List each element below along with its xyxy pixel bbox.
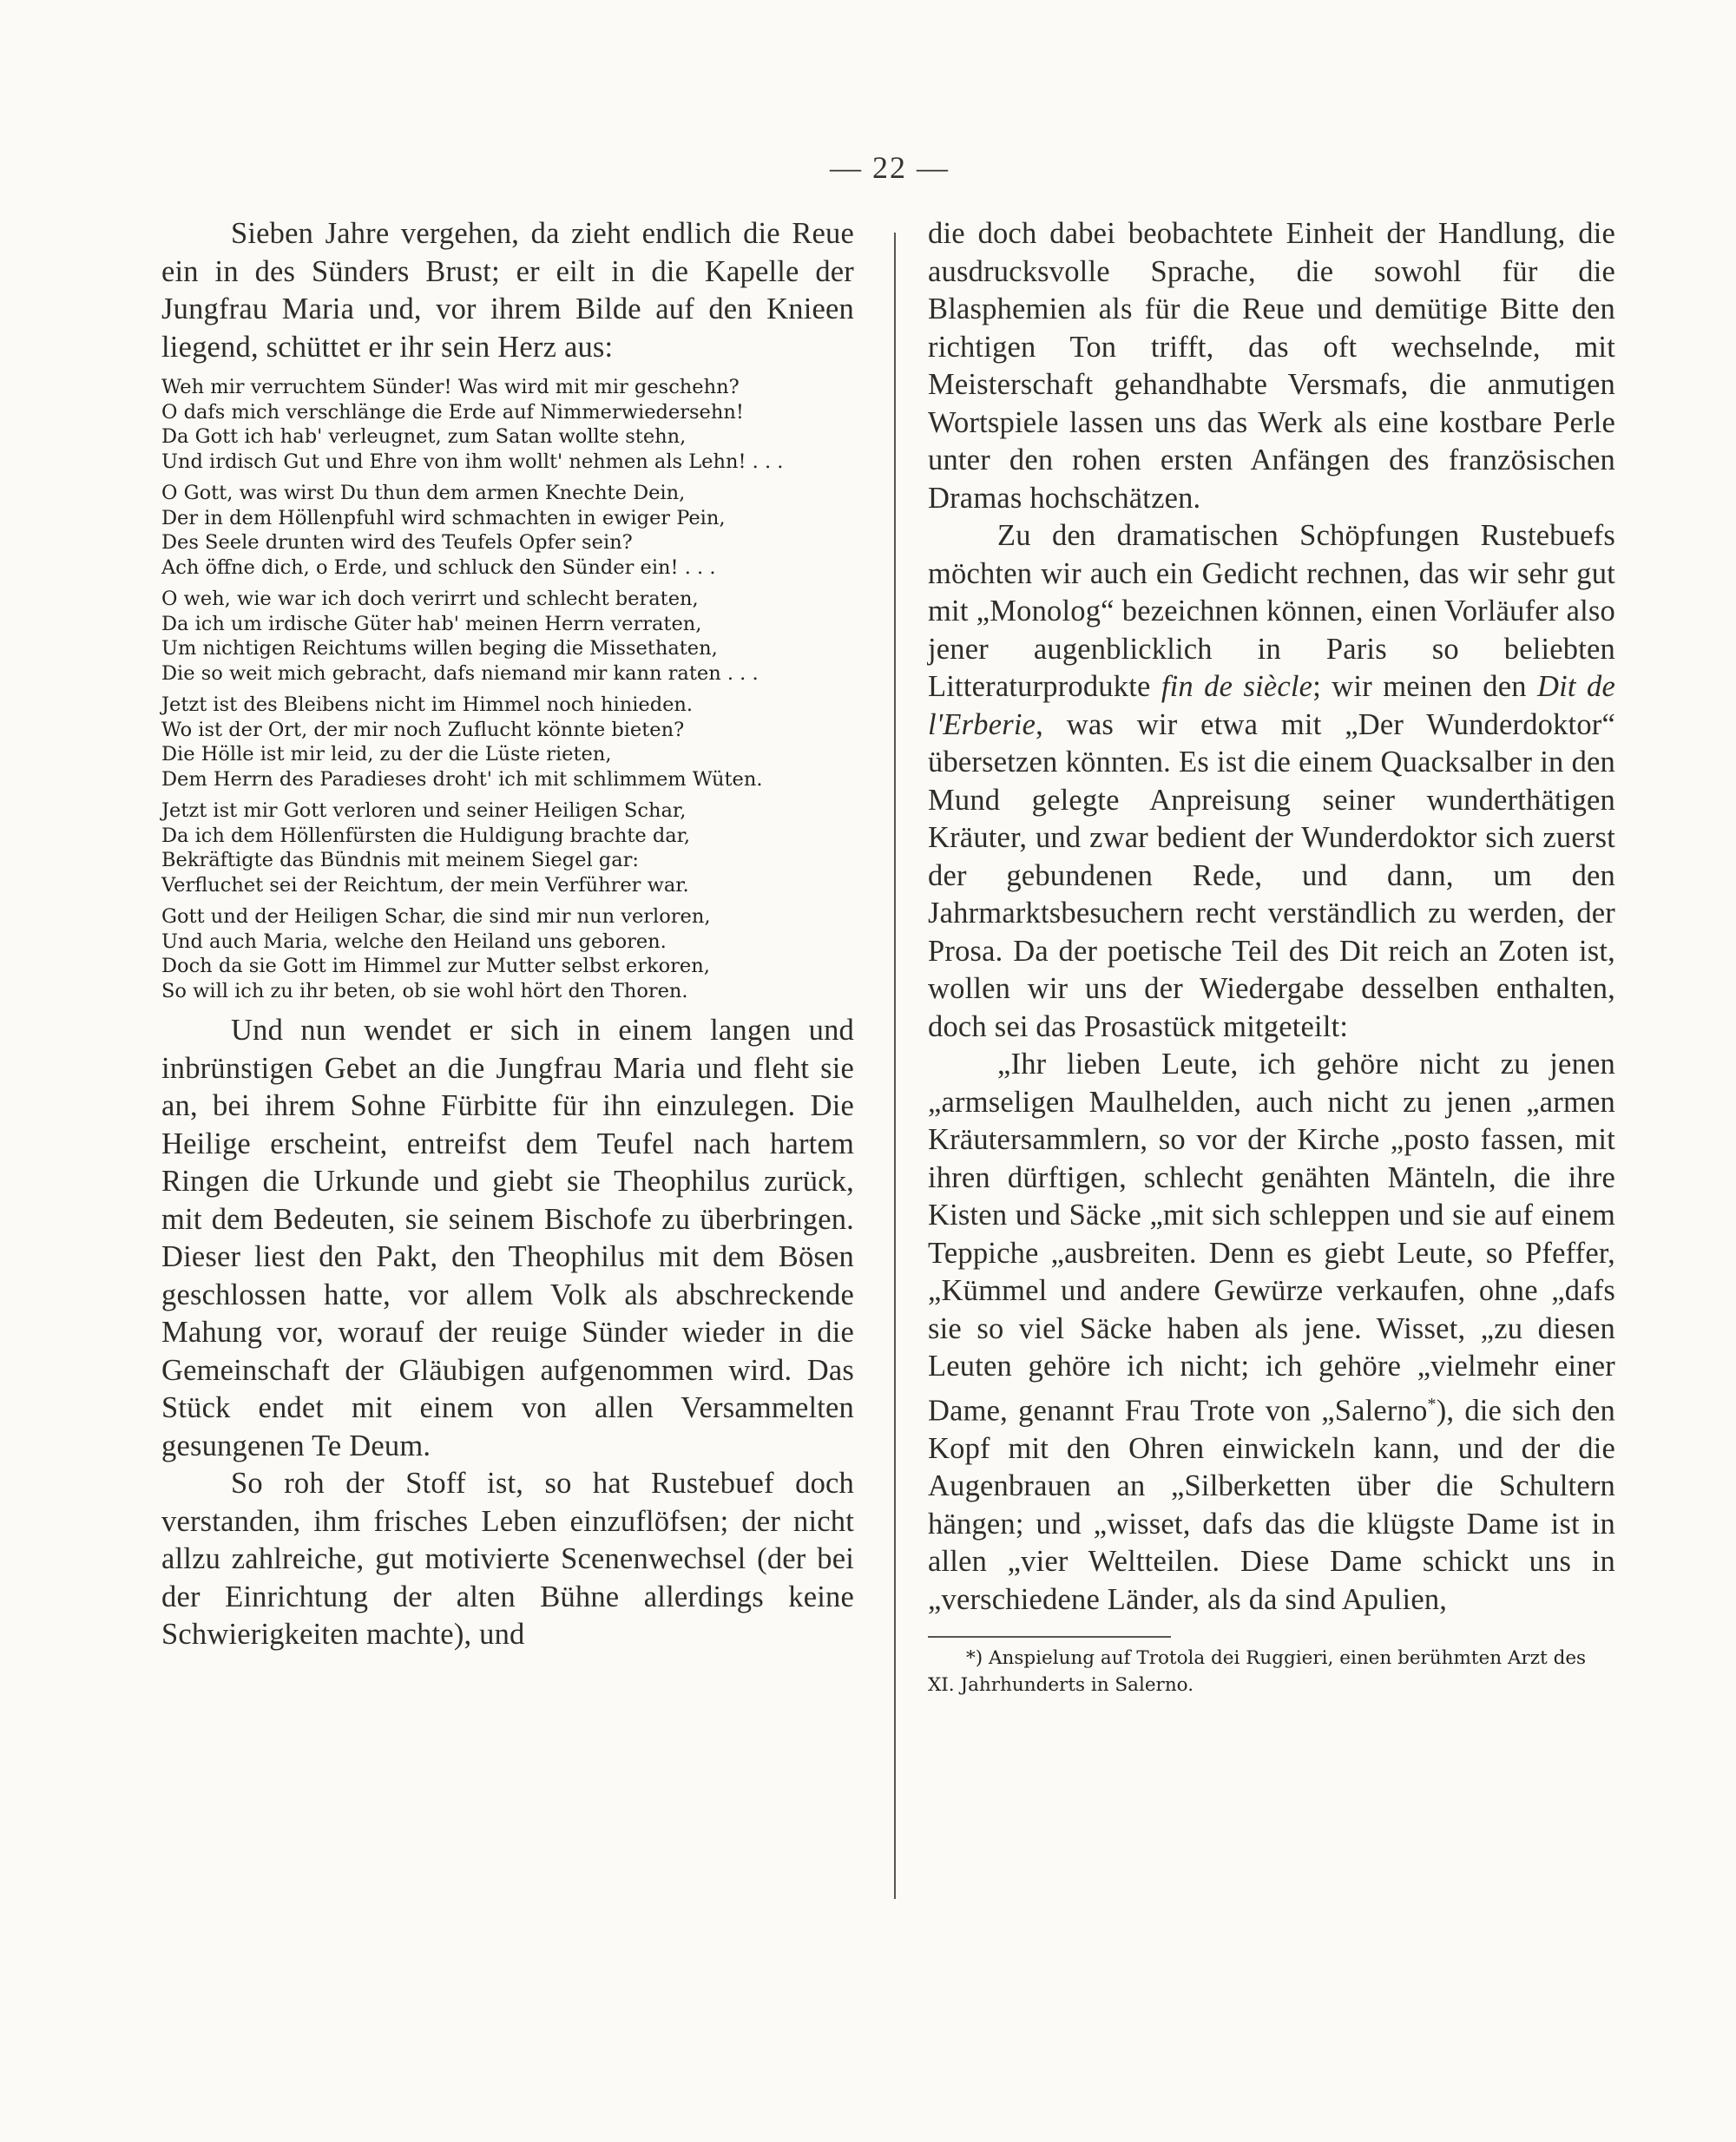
- footnote-rule: [928, 1636, 1171, 1638]
- verse-line: Da Gott ich hab' verleugnet, zum Satan wollte stehn,: [161, 425, 687, 448]
- monolog-text-3: , was wir etwa mit „Der Wunderdoktor“ übersetzen könnten. Es ist die einem Quacksalber in den Mund gelegte Anpreisung seiner wunderthätigen Kräuter, und zwar bedient der Wunderdoktor sich zuerst der gebundenen Rede, und dann, um den Jahrmarktsbesuchern recht verständlich zu werden, der Prosa. Da der poetische Teil des Dit reich an Zoten ist, wollen wir uns der Wiedergabe desselben enthalten, doch sei das Prosastück mitgeteilt:: [928, 707, 1615, 1043]
- right-column: [928, 215, 1615, 1698]
- verse-line: Da ich um irdische Güter hab' meinen Herrn verraten,: [161, 612, 702, 635]
- verse-stanza: [161, 798, 854, 897]
- verse-block: [161, 375, 854, 1003]
- verse-line: Der in dem Höllenpfuhl wird schmachten in ewiger Pein,: [161, 506, 726, 529]
- intro-paragraph: Sieben Jahre vergehen, da zieht endlich die Reue ein in des Sünders Brust; er eilt in die Kapelle der Jungfrau Maria und, vor ihrem Bilde auf den Knieen liegend, schüttet er ihr sein Herz aus:: [161, 217, 854, 364]
- verse-line: Doch da sie Gott im Himmel zur Mutter selbst erkoren,: [161, 955, 710, 977]
- verse-stanza: [161, 904, 854, 1003]
- verse-line: So will ich zu ihr beten, ob sie wohl hört den Thoren.: [161, 979, 688, 1002]
- speech-text-1: „Ihr lieben Leute, ich gehöre nicht zu jenen „armseligen Maulhelden, auch nicht zu jenen „armen Kräutersammlern, so vor der Kirche „posto fassen, mit ihren dürftigen, schlecht genähten Mänteln, die ihre Kisten und Säcke „mit sich schleppen und sie auf einem Teppiche „ausbreiten. Denn es giebt Leute, so Pfeffer, „Kümmel und andere Gewürze verkaufen, ohne „dafs sie so viel Säcke haben als jene. Wisset, „zu diesen Leuten gehöre ich nicht; ich gehöre „vielmehr einer Dame, genannt Frau Trote von „Salerno: [928, 1048, 1615, 1427]
- verse-line: Jetzt ist mir Gott verloren und seiner Heiligen Schar,: [161, 799, 687, 822]
- verse-line: Gott und der Heiligen Schar, die sind mir nun verloren,: [161, 905, 711, 928]
- dit-title-italic: Dit de l'Erberie: [928, 670, 1615, 741]
- verse-line: Verfluchet sei der Reichtum, der mein Verführer war.: [161, 873, 689, 897]
- verse-line: O Gott, was wirst Du thun dem armen Knechte Dein,: [161, 482, 686, 504]
- left-column: [161, 215, 854, 1654]
- verse-line: Bekräftigte das Bündnis mit meinem Siegel gar:: [161, 849, 639, 871]
- verse-stanza: [161, 481, 854, 580]
- monolog-text-2: ; wir meinen den: [1312, 670, 1537, 703]
- page-number: — 22 —: [830, 150, 950, 185]
- verse-line: Weh mir verruchtem Sünder! Was wird mit mir geschehn?: [161, 376, 740, 398]
- verse-line: Die Hölle ist mir leid, zu der die Lüste rieten,: [161, 743, 612, 765]
- verse-line: Jetzt ist des Bleibens nicht im Himmel noch hinieden.: [161, 693, 694, 716]
- verse-stanza: [161, 587, 854, 686]
- footnote-text: *) Anspielung auf Trotola dei Ruggieri, einen berühmten Arzt des XI. Jahrhunderts in Salerno.: [928, 1647, 1587, 1696]
- paragraph-quack-speech: [928, 1046, 1615, 1619]
- verse-line: O weh, wie war ich doch verirrt und schlecht beraten,: [161, 588, 699, 610]
- verse-line: Die so weit mich gebracht, dafs niemand mir kann raten . . .: [161, 661, 759, 685]
- monolog-text-1: Zu den dramatischen Schöpfungen Rustebuefs möchten wir auch ein Gedicht rechnen, das wir sehr gut mit „Monolog“ bezeichnen können, einen Vorläufer also jener augenblicklich in Paris so beliebten Litteraturprodukte: [928, 519, 1615, 703]
- verse-line: Und irdisch Gut und Ehre von ihm wollt' nehmen als Lehn! . . .: [161, 450, 784, 473]
- footnote: [928, 1645, 1615, 1698]
- footnote-mark: *: [1427, 1394, 1437, 1414]
- paragraph-continuation: die doch dabei beobachtete Einheit der Handlung, die ausdrucksvolle Sprache, die sowohl für die Blasphemien als für die Reue und demütige Bitte den richtigen Ton trifft, das oft wechselnde, mit Meisterschaft gehandhabte Versmafs, die anmutigen Wortspiele lassen uns das Werk als eine kostbare Perle unter den rohen ersten Anfängen des französischen Dramas hochschätzen.: [928, 217, 1615, 515]
- verse-line: Und auch Maria, welche den Heiland uns geboren.: [161, 930, 667, 953]
- paragraph-prayer: Und nun wendet er sich in einem langen und inbrünstigen Gebet an die Jungfrau Maria und fleht sie an, bei ihrem Sohne Fürbitte für ihn einzulegen. Die Heilige erscheint, entreifst dem Teufel nach hartem Ringen die Urkunde und giebt sie Theophilus zurück, mit dem Bedeuten, sie seinem Bischofe zu überbringen. Dieser liest den Pakt, den Theophilus mit dem Bösen geschlossen hatte, vor allem Volk als abschreckende Mahung vor, worauf der reuige Sünder wieder in die Gemeinschaft der Gläubigen aufgenommen wird. Das Stück endet mit einem von allen Versammelten gesungenen Te Deum.: [161, 1014, 854, 1462]
- verse-line: Um nichtigen Reichtums willen beging die Missethaten,: [161, 637, 718, 660]
- verse-line: Da ich dem Höllenfürsten die Huldigung brachte dar,: [161, 824, 691, 847]
- verse-line: Wo ist der Ort, der mir noch Zuflucht könnte bieten?: [161, 718, 685, 741]
- verse-stanza: [161, 693, 854, 792]
- verse-line: Ach öffne dich, o Erde, und schluck den Sünder ein! . . .: [161, 555, 716, 579]
- verse-line: Des Seele drunten wird des Teufels Opfer sein?: [161, 531, 633, 554]
- verse-stanza: [161, 375, 854, 474]
- speech-text-2: ), die sich den Kopf mit den Ohren einwickeln kann, und der die Augenbrauen an „Silberketten über die Schultern hängen; und „wisset, dafs das die klügste Dame ist in allen „vier Weltteilen. Diese Dame schickt uns in „verschiedene Länder, als da sind Apulien,: [928, 1394, 1615, 1616]
- fin-de-siecle-italic: fin de siècle: [1161, 670, 1313, 703]
- verse-line: Dem Herrn des Paradieses droht' ich mit schlimmem Wüten.: [161, 767, 763, 791]
- verse-line: O dafs mich verschlänge die Erde auf Nimmerwiedersehn!: [161, 400, 744, 424]
- paragraph-monolog: [928, 517, 1615, 1046]
- paragraph-rustebuef: So roh der Stoff ist, so hat Rustebuef doch verstanden, ihm frisches Leben einzuflöfsen; der nicht allzu zahlreiche, gut motivierte Scenenwechsel (der bei der Einrichtung der alten Bühne allerdings keine Schwierigkeiten machte), und: [161, 1467, 854, 1651]
- column-divider: [894, 233, 896, 1899]
